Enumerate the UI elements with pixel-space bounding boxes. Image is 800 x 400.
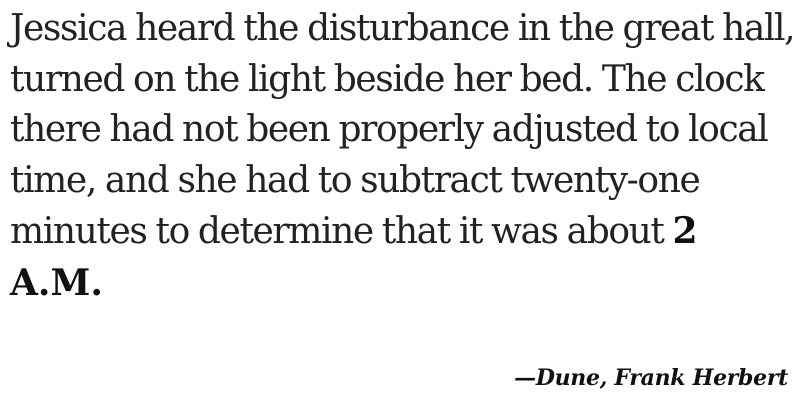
attribution: —Dune, Frank Herbert [514,365,788,391]
quote-text: Jessica heard the disturbance in the great hall, turned on the light beside her bed. The clock there had not been properly adjusted to local time, and she had to subtract twenty-one minutes to determine that it was about [10,8,795,252]
quote-paragraph [10,4,795,309]
quote-emphasis: 2 A.M. [10,210,698,304]
